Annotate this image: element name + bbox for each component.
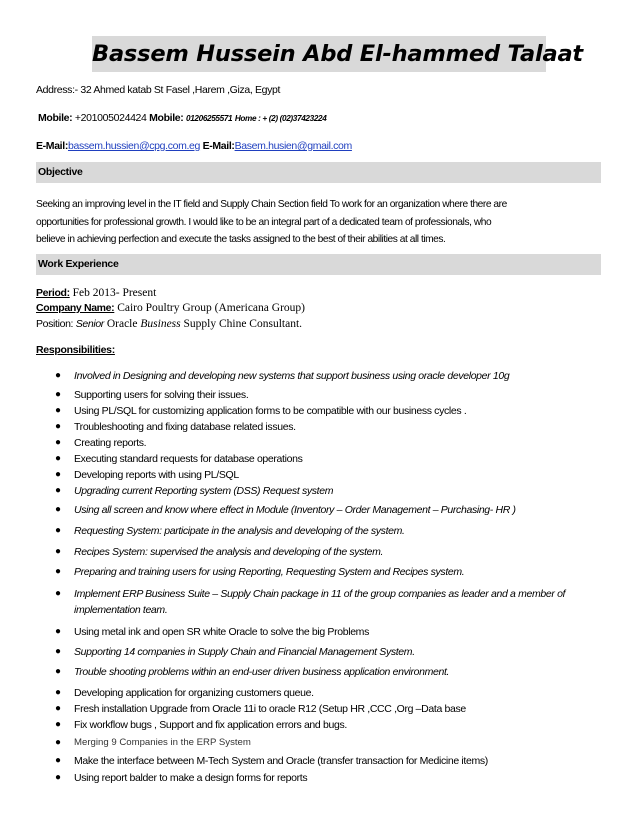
bullet-text: Using PL/SQL for customizing application forms to be compatible with our business cycles . — [74, 405, 467, 417]
bullet-icon: ● — [55, 469, 61, 480]
bullet-item — [55, 664, 610, 680]
bullet-text: Involved in Designing and developing new systems that support business using oracle developer 10g — [74, 370, 510, 382]
bullet-icon: ● — [55, 485, 61, 496]
bullet-icon: ● — [55, 755, 61, 766]
period-label: Period: — [36, 287, 70, 299]
bullet-text: Developing reports with using PL/SQL — [74, 469, 239, 481]
objective-line: Seeking an improving level in the IT field and Supply Chain Section field To work for an organization where there are — [36, 199, 507, 210]
email1-link[interactable]: bassem.hussien@cpg.com.eg — [67, 140, 201, 152]
bullet-text: Recipes System: supervised the analysis and developing of the system. — [74, 546, 384, 558]
bullet-icon: ● — [55, 646, 61, 657]
responsibilities-heading: Responsibilities: — [36, 344, 115, 356]
position-label: Position: — [36, 318, 76, 330]
company-value: Cairo Poultry Group (Americana Group) — [114, 302, 305, 314]
position-senior: Senior — [75, 318, 104, 330]
applicant-name: Bassem Hussein Abd El-hammed Talaat — [92, 36, 546, 72]
email2-link[interactable]: Basem.husien@gmail.com — [234, 140, 352, 152]
bullet-text: Trouble shooting problems within an end-user driven business application environment. — [74, 666, 450, 678]
bullet-text: Using all screen and know where effect in Module (Inventory – Order Management – Purchasing- HR ) — [74, 504, 516, 516]
bullet-text: Preparing and training users for using Reporting, Requesting System and Recipes system. — [74, 566, 465, 578]
position-business: Business — [140, 318, 181, 330]
bullet-icon: ● — [55, 389, 61, 400]
bullet-text: Using report balder to make a design forms for reports — [74, 772, 308, 784]
bullet-icon: ● — [55, 626, 61, 637]
bullet-item — [55, 403, 610, 419]
work-experience-heading: Work Experience — [36, 254, 601, 275]
bullet-text: Requesting System: participate in the analysis and developing of the system. — [74, 525, 405, 537]
bullet-item — [55, 483, 610, 499]
bullet-icon: ● — [55, 687, 61, 698]
company-label: Company Name: — [36, 302, 115, 314]
bullet-icon: ● — [55, 703, 61, 714]
bullet-item — [55, 701, 610, 717]
bullet-icon: ● — [55, 772, 61, 783]
email-line — [36, 140, 352, 152]
bullet-icon: ● — [55, 504, 61, 515]
bullet-item — [55, 419, 610, 435]
bullet-item — [55, 624, 610, 640]
bullet-icon: ● — [55, 719, 61, 730]
bullet-item — [55, 451, 610, 467]
bullet-item — [55, 586, 610, 618]
bullet-text: Supporting 14 companies in Supply Chain and Financial Management System. — [74, 646, 415, 658]
bullet-item — [55, 753, 610, 769]
bullet-text: Merging 9 Companies in the ERP System — [74, 737, 251, 748]
bullet-text: Using metal ink and open SR white Oracle to solve the big Problems — [74, 626, 369, 638]
bullet-text: Supporting users for solving their issues. — [74, 389, 249, 401]
bullet-text-continued: implementation team. — [74, 604, 168, 616]
bullet-icon: ● — [55, 737, 61, 748]
position-line — [36, 318, 302, 330]
position-rest: Supply Chine Consultant. — [180, 318, 303, 330]
bullet-icon: ● — [55, 453, 61, 464]
bullet-item — [55, 523, 610, 539]
period-line — [36, 287, 156, 299]
objective-heading: Objective — [36, 162, 601, 183]
objective-line: opportunities for professional growth. I would like to be an integral part of a dedicated team of professionals, who — [36, 216, 492, 228]
bullet-item — [55, 644, 610, 660]
bullet-text: Creating reports. — [74, 437, 147, 449]
home-phone: Home : + (2) (02)37423224 — [234, 114, 327, 123]
bullet-text: Executing standard requests for database operations — [74, 453, 303, 465]
position-oracle: Oracle — [103, 318, 141, 330]
bullet-icon: ● — [55, 370, 61, 381]
bullet-icon: ● — [55, 666, 61, 677]
bullet-icon: ● — [55, 546, 61, 557]
bullet-item — [55, 564, 610, 580]
mobile1-value: +201005024424 — [74, 112, 147, 124]
email2-label: E-Mail: — [202, 140, 235, 152]
bullet-text: Troubleshooting and fixing database related issues. — [74, 421, 296, 433]
objective-line: believe in achieving perfection and execute the tasks assigned to the best of their abilities at all times. — [36, 234, 446, 245]
mobile2-value: 01206255571 — [186, 114, 233, 123]
bullet-text: Fix workflow bugs , Support and fix application errors and bugs. — [74, 719, 347, 731]
bullet-item — [55, 770, 610, 786]
objective-text — [36, 196, 602, 249]
bullet-item — [55, 544, 610, 560]
bullet-text: Implement ERP Business Suite – Supply Chain package in 11 of the group companies as leader and a member of — [74, 588, 566, 600]
company-line — [36, 302, 305, 314]
period-value: Feb 2013- Present — [69, 287, 157, 299]
bullet-text: Developing application for organizing customers queue. — [74, 687, 314, 699]
bullet-item — [55, 368, 610, 384]
mobile2-label: Mobile: — [149, 112, 184, 124]
bullet-icon: ● — [55, 437, 61, 448]
mobile1-label: Mobile: — [38, 112, 73, 124]
bullet-item — [55, 717, 610, 733]
bullet-item — [55, 467, 610, 483]
bullet-icon: ● — [55, 421, 61, 432]
bullet-item — [55, 735, 610, 751]
bullet-item — [55, 387, 610, 403]
bullet-item — [55, 435, 610, 451]
address-line: Address:- 32 Ahmed katab St Fasel ,Harem ,Giza, Egypt — [36, 84, 281, 96]
email1-label: E-Mail: — [36, 140, 68, 152]
bullet-text: Make the interface between M-Tech System and Oracle (transfer transaction for Medicine items) — [74, 755, 488, 767]
bullet-item — [55, 502, 610, 518]
bullet-icon: ● — [55, 525, 61, 536]
bullet-item — [55, 685, 610, 701]
bullet-text: Fresh installation Upgrade from Oracle 11i to oracle R12 (Setup HR ,CCC ,Org –Data base — [74, 703, 466, 715]
bullet-icon: ● — [55, 566, 61, 577]
bullet-icon: ● — [55, 405, 61, 416]
bullet-text: Upgrading current Reporting system (DSS) Request system — [74, 485, 334, 497]
phone-line — [38, 112, 326, 124]
bullet-icon: ● — [55, 588, 61, 599]
